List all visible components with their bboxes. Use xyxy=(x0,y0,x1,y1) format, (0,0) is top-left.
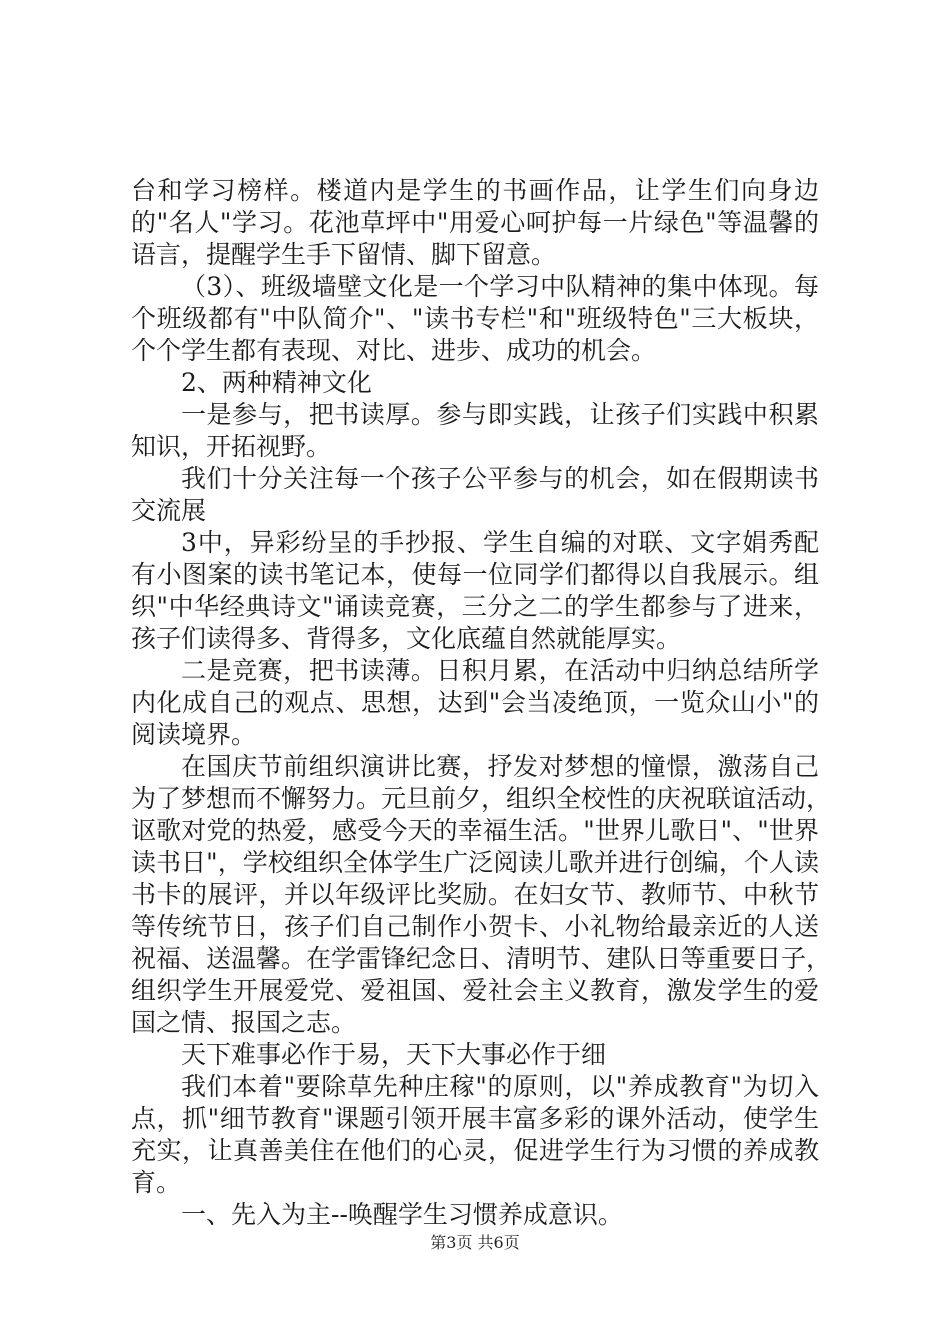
text-line: 为了梦想而不懈努力。元旦前夕，组织全校性的庆祝联谊活动， xyxy=(131,784,832,813)
text-line: 育。 xyxy=(131,1168,182,1197)
text-line: （3）、班级墙壁文化是一个学习中队精神的集中体现。每 xyxy=(181,272,819,301)
text-line: 书卡的展评，并以年级评比奖励。在妇女节、教师节、中秋节 xyxy=(131,880,819,909)
section-heading: 一、先入为主--唤醒学生习惯养成意识。 xyxy=(181,1200,623,1229)
page-footer: 第3页 共6页 xyxy=(430,1233,520,1252)
text-line: 我们十分关注每一个孩子公平参与的机会，如在假期读书 xyxy=(181,464,819,493)
text-line: 组织学生开展爱党、爱祖国、爱社会主义教育，激发学生的爱 xyxy=(131,976,819,1005)
text-line: 国之情、报国之志。 xyxy=(131,1008,357,1037)
text-line: 在国庆节前组织演讲比赛，抒发对梦想的憧憬，激荡自己 xyxy=(181,752,819,781)
text-line: 充实，让真善美住在他们的心灵，促进学生行为习惯的养成教 xyxy=(131,1136,819,1165)
text-line: 阅读境界。 xyxy=(131,720,257,749)
text-line: 点，抓"细节教育"课题引领开展丰富多彩的课外活动，使学生 xyxy=(131,1104,819,1133)
text-line: 二是竞赛，把书读薄。日积月累，在活动中归纳总结所学 xyxy=(181,656,819,685)
text-line: 语言，提醒学生手下留情、脚下留意。 xyxy=(131,240,557,269)
text-line: 我们本着"要除草先种庄稼"的原则，以"养成教育"为切入 xyxy=(181,1072,819,1101)
section-heading: 天下难事必作于易，天下大事必作于细 xyxy=(181,1040,607,1069)
text-line: 读书日"，学校组织全体学生广泛阅读儿歌并进行创编，个人读 xyxy=(131,848,819,877)
text-line: 一是参与，把书读厚。参与即实践，让孩子们实践中积累 xyxy=(181,400,819,429)
text-line: 个班级都有"中队简介"、"读书专栏"和"班级特色"三大板块， xyxy=(131,304,819,333)
text-line: 个个学生都有表现、对比、进步、成功的机会。 xyxy=(131,336,657,365)
text-line: 内化成自己的观点、思想，达到"会当凌绝顶，一览众山小"的 xyxy=(131,688,819,717)
text-line: 知识，开拓视野。 xyxy=(131,432,332,461)
text-line: 有小图案的读书笔记本，使每一位同学们都得以自我展示。组 xyxy=(131,560,819,589)
text-line: 讴歌对党的热爱，感受今天的幸福生活。"世界儿歌日"、"世界 xyxy=(131,816,819,845)
text-line: 孩子们读得多、背得多，文化底蕴自然就能厚实。 xyxy=(131,624,682,653)
text-line: 祝福、送温馨。在学雷锋纪念日、清明节、建队日等重要日子， xyxy=(131,944,832,973)
text-line: 等传统节日，孩子们自己制作小贺卡、小礼物给最亲近的人送 xyxy=(131,912,819,941)
text-line: 织"中华经典诗文"诵读竞赛，三分之二的学生都参与了进来， xyxy=(131,592,819,621)
section-heading: 2、两种精神文化 xyxy=(181,368,372,397)
text-line: 交流展 xyxy=(131,496,207,525)
text-line: 的"名人"学习。花池草坪中"用爱心呵护每一片绿色"等温馨的 xyxy=(131,208,819,237)
text-line: 3中，异彩纷呈的手抄报、学生自编的对联、文字娟秀配 xyxy=(181,528,819,557)
text-line: 台和学习榜样。楼道内是学生的书画作品，让学生们向身边 xyxy=(131,176,819,205)
